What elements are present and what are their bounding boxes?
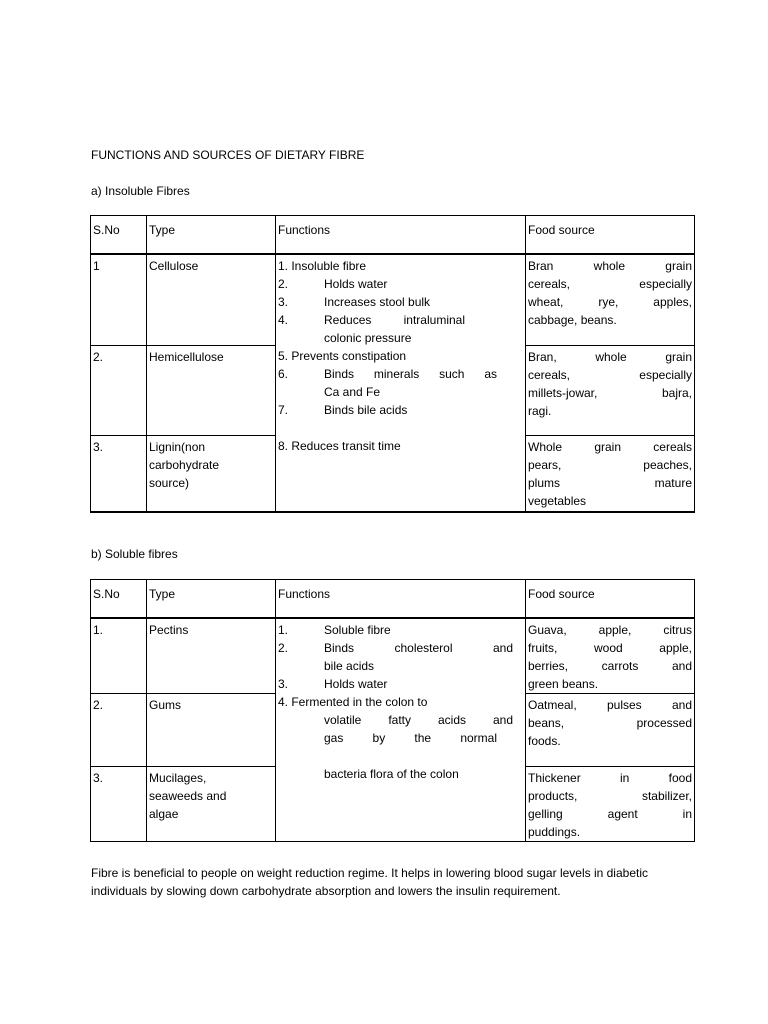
function-item [278,639,523,657]
type-line: Mucilages, [149,770,207,785]
function-continuation: Ca and Fe [324,384,381,399]
sno-cell: 2. [91,693,147,766]
source-line: puddings. [528,824,581,839]
function-item [278,401,523,419]
insoluble-fibres-table [90,215,695,513]
section-heading-insoluble: a) Insoluble Fibres [91,184,190,198]
function-text: Holds water [324,676,388,691]
function-text: Holds water [324,276,388,291]
summary-paragraph: Fibre is beneficial to people on weight reduction regime. It helps in lowering blood sugar levels in diabetic individuals by slowing down carbohydrate absorption and lowers the insulin requirement. [91,866,648,898]
type-cell [147,436,276,512]
header-sno: S.No [91,580,147,618]
section-heading-soluble: b) Soluble fibres [91,547,178,561]
function-number: 4. [278,312,289,327]
source-line: Thickener in food [528,770,692,785]
header-sno: S.No [91,216,147,254]
function-number: 7. [278,402,289,417]
food-source-cell [526,766,695,841]
header-functions: Functions [276,580,526,618]
table-row [91,254,695,346]
food-source-cell [526,254,695,346]
function-text: Binds bile acids [324,402,408,417]
function-continuation: volatile fatty acids and [324,712,513,727]
source-line: plums mature [528,476,692,490]
function-text: Increases stool bulk [324,294,431,309]
source-line: beans, processed [528,715,692,730]
function-continuation: bile acids [324,658,375,673]
type-line: algae [149,806,179,821]
type-line: source) [149,476,190,490]
header-food-source: Food source [526,580,695,618]
function-number: 3. [278,294,289,309]
sno-cell: 3. [91,436,147,512]
function-number: 6. [278,366,289,381]
function-number: 2. [278,276,289,291]
function-item [278,675,523,693]
function-number: 2. [278,640,289,655]
functions-cell [276,254,526,512]
source-line: cereals, especially [528,276,692,291]
sno-cell: 1 [91,254,147,346]
function-continuation: colonic pressure [324,330,412,345]
source-line: fruits, wood apple, [528,640,692,655]
source-line: wheat, rye, apples, [528,294,692,309]
source-line: Whole grain cereals [528,440,692,454]
header-type: Type [147,216,276,254]
food-source-cell [526,693,695,766]
source-line: cabbage, beans. [528,312,617,327]
food-source-cell [526,346,695,436]
type-cell: Cellulose [147,254,276,346]
table-row [91,618,695,694]
table-header-row [91,580,695,618]
type-cell: Gums [147,693,276,766]
function-continuation: gas by the normal [324,730,497,745]
source-line: Guava, apple, citrus [528,622,692,637]
source-line: green beans. [528,676,599,691]
function-item: 5. Prevents constipation [278,348,407,363]
source-line: vegetables [528,494,587,508]
header-food-source: Food source [526,216,695,254]
function-item [278,365,523,383]
function-item: 4. Fermented in the colon to [278,694,428,709]
type-line: Lignin(non [149,440,206,454]
sno-cell: 3. [91,766,147,841]
header-type: Type [147,580,276,618]
function-text: Binds cholesterol and [324,640,513,655]
function-text: Soluble fibre [324,622,391,637]
soluble-fibres-table [90,579,695,842]
function-number: 1. [278,622,289,637]
functions-cell [276,618,526,842]
function-item: 8. Reduces transit time [278,438,401,453]
source-line: foods. [528,733,561,748]
source-line: products, stabilizer, [528,788,692,803]
function-continuation: bacteria flora of the colon [324,766,459,781]
source-line: pears, peaches, [528,458,692,472]
header-functions: Functions [276,216,526,254]
type-line: carbohydrate [149,458,220,472]
function-number: 3. [278,676,289,691]
function-item [278,275,523,293]
source-line: millets-jowar, bajra, [528,386,692,400]
page-title: FUNCTIONS AND SOURCES OF DIETARY FIBRE [91,148,365,162]
type-cell [147,766,276,841]
function-item [278,621,523,639]
sno-cell: 2. [91,346,147,436]
sno-cell: 1. [91,618,147,694]
source-line: Bran, whole grain [528,350,692,364]
food-source-cell [526,618,695,694]
source-line: berries, carrots and [528,658,692,673]
function-text: Binds minerals such as [324,366,497,381]
table-header-row [91,216,695,254]
source-line: gelling agent in [528,806,692,821]
source-line: Oatmeal, pulses and [528,697,692,712]
type-cell: Pectins [147,618,276,694]
type-cell: Hemicellulose [147,346,276,436]
source-line: cereals, especially [528,368,692,382]
function-item [278,311,523,329]
source-line: ragi. [528,404,552,418]
function-item: 1. Insoluble fibre [278,258,367,273]
type-line: seaweeds and [149,788,227,803]
function-item [278,293,523,311]
function-text: Reduces intraluminal [324,312,465,327]
source-line: Bran whole grain [528,258,692,273]
food-source-cell [526,436,695,512]
